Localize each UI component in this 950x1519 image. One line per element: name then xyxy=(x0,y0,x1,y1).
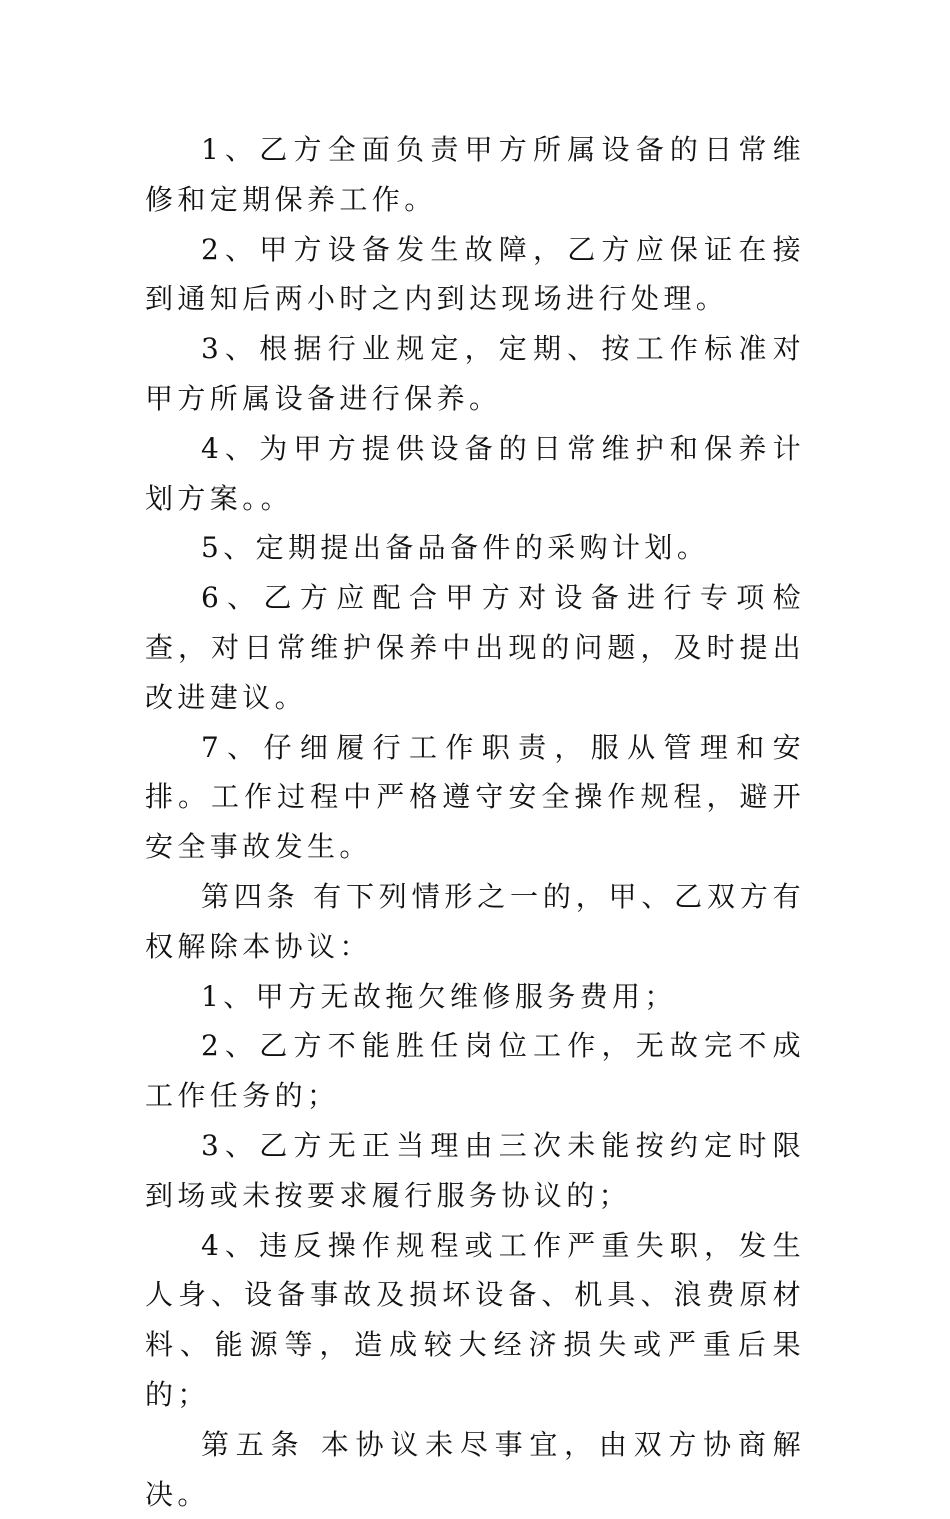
clause-paragraph: 3、乙方无正当理由三次未能按约定时限到场或未按要求履行服务协议的； xyxy=(145,1128,805,1212)
clause-paragraph: 2、甲方设备发生故障，乙方应保证在接到通知后两小时之内到达现场进行处理。 xyxy=(145,232,805,316)
article-heading-paragraph: 第四条 有下列情形之一的，甲、乙双方有权解除本协议： xyxy=(145,879,805,963)
clause-paragraph: 2、乙方不能胜任岗位工作，无故完不成工作任务的； xyxy=(145,1029,805,1113)
clause-paragraph: 3、根据行业规定，定期、按工作标准对甲方所属设备进行保养。 xyxy=(145,332,805,415)
article-heading-paragraph: 第五条 本协议未尽事宜，由双方协商解决。 xyxy=(145,1427,805,1511)
clause-paragraph: 4、违反操作规程或工作严重失职，发生人身、设备事故及损坏设备、机具、浪费原材料、能源等，造成较大经济损失或严重后果的； xyxy=(145,1228,805,1411)
clause-paragraph: 1、乙方全面负责甲方所属设备的日常维修和定期保养工作。 xyxy=(145,133,805,216)
clause-paragraph: 1、甲方无故拖欠维修服务费用； xyxy=(201,979,677,1013)
document-body xyxy=(145,125,805,1519)
clause-paragraph: 6、乙方应配合甲方对设备进行专项检查，对日常维护保养中出现的问题，及时提出改进建议。 xyxy=(145,581,805,714)
clause-paragraph: 7、仔细履行工作职责，服从管理和安排。工作过程中严格遵守安全操作规程，避开安全事故发生。 xyxy=(145,730,805,864)
clause-paragraph: 4、为甲方提供设备的日常维护和保养计划方案。。 xyxy=(145,431,805,515)
clause-paragraph: 5、定期提出备品备件的采购计划。 xyxy=(201,531,710,565)
